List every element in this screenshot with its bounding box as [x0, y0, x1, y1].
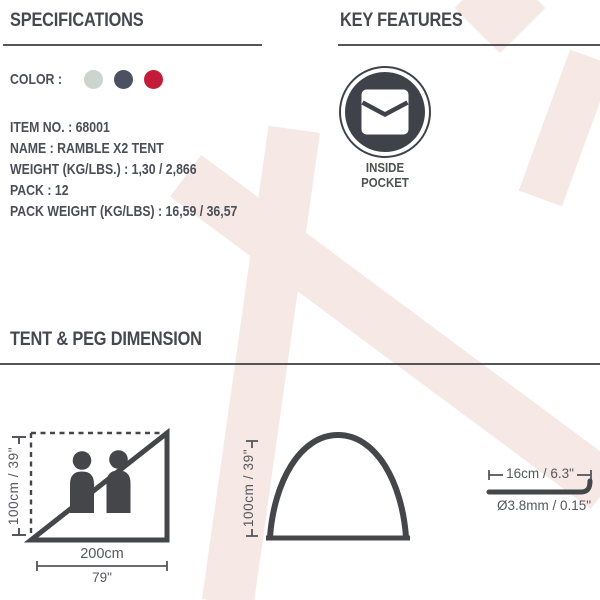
inside-pocket-caption	[341, 160, 429, 190]
person2-head	[109, 450, 128, 469]
specifications-heading: SPECIFICATIONS	[10, 10, 144, 31]
spec-name: NAME : RAMBLE X2 TENT	[10, 140, 164, 157]
key-features-heading: KEY FEATURES	[340, 10, 463, 31]
key-features-underline	[338, 44, 600, 46]
side-view-width-inches-label: 79"	[92, 570, 112, 585]
color-label: COLOR :	[10, 71, 62, 88]
inside-pocket-icon	[345, 72, 425, 152]
front-view-dome	[266, 435, 410, 538]
side-view-height-label: 100cm / 39"	[6, 446, 21, 526]
color-swatch-navy	[114, 70, 133, 89]
person1-body	[70, 472, 94, 514]
color-swatch-sage	[84, 70, 103, 89]
spec-weight: WEIGHT (KG/LBS.) : 1,30 / 2,866	[10, 161, 197, 178]
peg-diameter-label: Ø3.8mm / 0.15"	[496, 498, 592, 513]
side-view-triangle	[31, 433, 167, 540]
tent-peg-dimension-heading: TENT & PEG DIMENSION	[10, 329, 202, 350]
person2-body	[107, 471, 131, 514]
front-view-height-label: 100cm / 39"	[241, 448, 256, 528]
side-view-width-label: 200cm	[80, 546, 124, 562]
spec-pack: PACK : 12	[10, 182, 69, 199]
peg-shape	[489, 481, 590, 492]
inside-pocket-caption-line1: INSIDE	[365, 160, 405, 175]
pocket-envelope-glyph	[361, 89, 409, 135]
person1-head	[73, 451, 92, 470]
peg-length-label: 16cm / 6.3"	[506, 466, 574, 481]
tent-peg-dimension-underline	[0, 363, 600, 365]
spec-pack-weight: PACK WEIGHT (KG/LBS) : 16,59 / 36,57	[10, 203, 238, 220]
spec-list	[10, 117, 237, 222]
spec-item-number: ITEM NO. : 68001	[10, 119, 110, 136]
specifications-underline	[3, 44, 262, 46]
color-swatch-red	[144, 70, 163, 89]
inside-pocket-caption-line2: POCKET	[361, 175, 409, 190]
